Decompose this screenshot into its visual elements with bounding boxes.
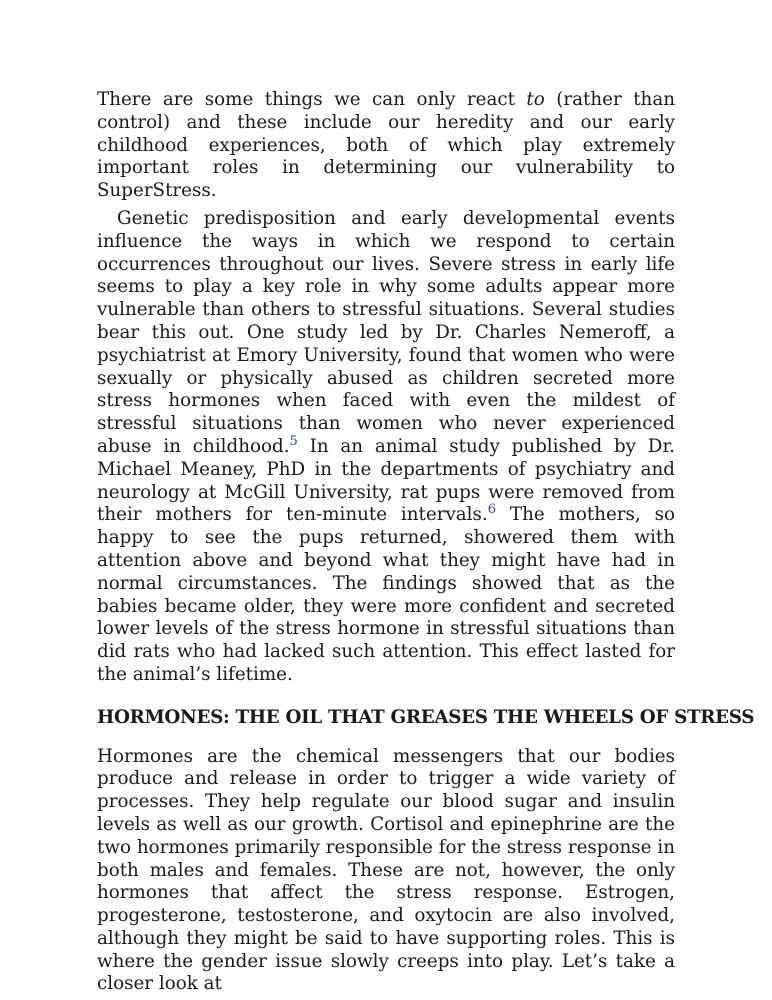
footnote-link-5[interactable]: 5 (289, 433, 298, 449)
text-run: (rather than control) and these include our heredity and our early childhood experiences, both of which play extremely important roles in determining our vulnerability to SuperStress. (97, 89, 675, 202)
text-run: In an animal study published by Dr. Michael Meaney, PhD in the departments of psychiatry and neurology at McGill University, rat pups were removed from their mothers for ten-minute intervals. (97, 435, 675, 526)
text-run: The mothers, so happy to see the pups returned, showered them with attention above and beyond what they might have had in normal circumstances. The findings showed that as the babies became older, they were more confident and secreted lower levels of the stress hormone in stressful situations than did rats who had lacked such attention. This effect lasted for the animal’s lifetime. (97, 504, 675, 685)
text-run: Genetic predisposition and early developmental events influence the ways in which we respond to certain occurrences throughout our lives. Severe stress in early life seems to play a key role in why some adults appear more vulnerable than others to stressful situations. Several studies bear this out. One study led by Dr. Charles Nemeroff, a psychiatrist at Emory University, found that women who were sexually or physically abused as children secreted more stress hormones when faced with even the mildest of stressful situations than women who never experienced abuse in childhood. (97, 207, 675, 457)
paragraph-hormones: Hormones are the chemical messengers that our bodies produce and release in order to trigger a wide variety of processes. They help regulate our blood sugar and insulin levels as well as our growth. Cortisol and epinephrine are the two hormones primarily responsible for the stress response in both males and females. These are not, however, the only hormones that affect the stress response. Estrogen, progesterone, testosterone, and oxytocin are also involved, although they might be said to have supporting roles. This is where the gender issue slowly creeps into play. Let’s take a closer look at (97, 745, 675, 995)
emphasis-text: to (526, 89, 545, 110)
text-run: There are some things we can only react (97, 89, 527, 110)
paragraph-genetic-predisposition (97, 208, 675, 687)
page-content (97, 89, 755, 996)
section-heading: HORMONES: THE OIL THAT GREASES THE WHEELS OF STRESS (97, 706, 755, 728)
paragraph-heredity (97, 89, 675, 203)
footnote-link-6[interactable]: 6 (487, 502, 496, 518)
